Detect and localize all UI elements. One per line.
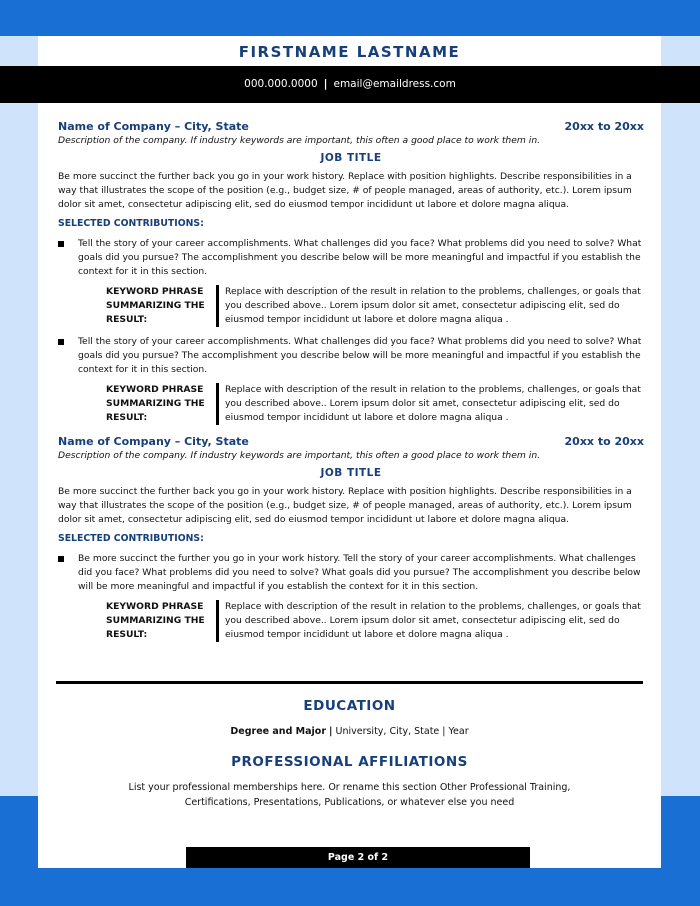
result-description: Replace with description of the result in relation to the problems, challenges, or goals that you described above.. Lorem ipsum dolor sit amet, consectetur adipiscing elit, sed do eiusmod tempor incididunt ut labore et dolore magna aliqua .: [216, 383, 644, 425]
contribution-bullet: [58, 552, 644, 594]
job-entry: [58, 435, 644, 642]
company-row: [58, 435, 644, 448]
education-details: University, City, State: [335, 726, 440, 737]
contact-separator: |: [323, 78, 328, 90]
result-description: Replace with description of the result in relation to the problems, challenges, or goals that you described above.. Lorem ipsum dolor sit amet, consectetur adipiscing elit, sed do eiusmod tempor incididunt ut labore et dolore magna aliqua .: [216, 600, 644, 642]
company-description: Description of the company. If industry keywords are important, this often a good place to work them in.: [58, 135, 541, 146]
result-block: [106, 600, 644, 642]
page-indicator: Page 2 of 2: [186, 847, 530, 868]
section-divider: [56, 681, 643, 684]
company-name: Name of Company – City, State: [58, 120, 249, 133]
contributions-label: SELECTED CONTRIBUTIONS:: [58, 533, 204, 544]
education-separator: |: [442, 726, 446, 737]
bullet-text: Tell the story of your career accomplishments. What challenges did you face? What problems did you need to solve? What goals did you pursue? The accomplishment you describe below will be more meaningful and impactful if you establish the context for it in this section.: [78, 336, 642, 375]
job-entry: [58, 120, 644, 425]
contribution-bullet: [58, 237, 644, 279]
job-summary: Be more succinct the further back you go in your work history. Replace with position highlights. Describe responsibilities in a way that illustrates the scope of the position (e.g., budget size, # of people managed, areas of authority, etc.). Lorem ipsum dolor sit amet, consectetur adipiscing elit, sed do eiusmod tempor incididunt ut labore et dolore magna aliqua.: [58, 171, 632, 210]
phone-number: 000.000.0000: [244, 78, 318, 90]
job-dates: 20xx to 20xx: [564, 120, 644, 133]
result-block: [106, 285, 644, 327]
result-block: [106, 383, 644, 425]
experience-section: [58, 120, 644, 646]
square-bullet-icon: [58, 556, 64, 562]
result-description: Replace with description of the result in relation to the problems, challenges, or goals that you described above.. Lorem ipsum dolor sit amet, consectetur adipiscing elit, sed do eiusmod tempor incididunt ut labore et dolore magna aliqua .: [216, 285, 644, 327]
job-dates: 20xx to 20xx: [564, 435, 644, 448]
candidate-name: FIRSTNAME LASTNAME: [238, 43, 461, 61]
resume-page: [38, 36, 661, 868]
affiliations-text: List your professional memberships here. Or rename this section Other Professional Training, Certifications, Presentations, Publications, or whatever else you need: [128, 782, 571, 808]
affiliations-heading: PROFESSIONAL AFFILIATIONS: [231, 754, 468, 770]
square-bullet-icon: [58, 241, 64, 247]
bullet-text: Be more succinct the further you go in your work history. Tell the story of your career accomplishments. What challenges did you face? What problems did you need to solve? What goals did you pursue? The accomplishment you describe below will be more meaningful and impactful if you establish the context for it in this section.: [78, 553, 641, 592]
degree-major: Degree and Major: [230, 726, 327, 737]
education-year: Year: [448, 726, 469, 737]
keyword-phrase: KEYWORD PHRASE SUMMARIZING THE RESULT:: [106, 384, 205, 423]
contact-bar: [0, 66, 700, 103]
education-heading: EDUCATION: [303, 698, 396, 714]
keyword-phrase: KEYWORD PHRASE SUMMARIZING THE RESULT:: [106, 286, 205, 325]
contribution-bullet: [58, 335, 644, 377]
square-bullet-icon: [58, 339, 64, 345]
education-separator: |: [329, 726, 333, 737]
keyword-phrase: KEYWORD PHRASE SUMMARIZING THE RESULT:: [106, 601, 205, 640]
company-name: Name of Company – City, State: [58, 435, 249, 448]
company-row: [58, 120, 644, 133]
job-title: JOB TITLE: [320, 467, 382, 479]
education-line: [38, 726, 661, 737]
company-description: Description of the company. If industry keywords are important, this often a good place to work them in.: [58, 450, 541, 461]
contributions-label: SELECTED CONTRIBUTIONS:: [58, 218, 204, 229]
email-address: email@emaildress.com: [333, 78, 456, 90]
bullet-text: Tell the story of your career accomplishments. What challenges did you face? What problems did you need to solve? What goals did you pursue? The accomplishment you describe below will be more meaningful and impactful if you establish the context for it in this section.: [78, 238, 642, 277]
job-title: JOB TITLE: [320, 152, 382, 164]
job-summary: Be more succinct the further back you go in your work history. Replace with position highlights. Describe responsibilities in a way that illustrates the scope of the position (e.g., budget size, # of people managed, areas of authority, etc.). Lorem ipsum dolor sit amet, consectetur adipiscing elit, sed do eiusmod tempor incididunt ut labore et dolore magna aliqua.: [58, 486, 632, 525]
